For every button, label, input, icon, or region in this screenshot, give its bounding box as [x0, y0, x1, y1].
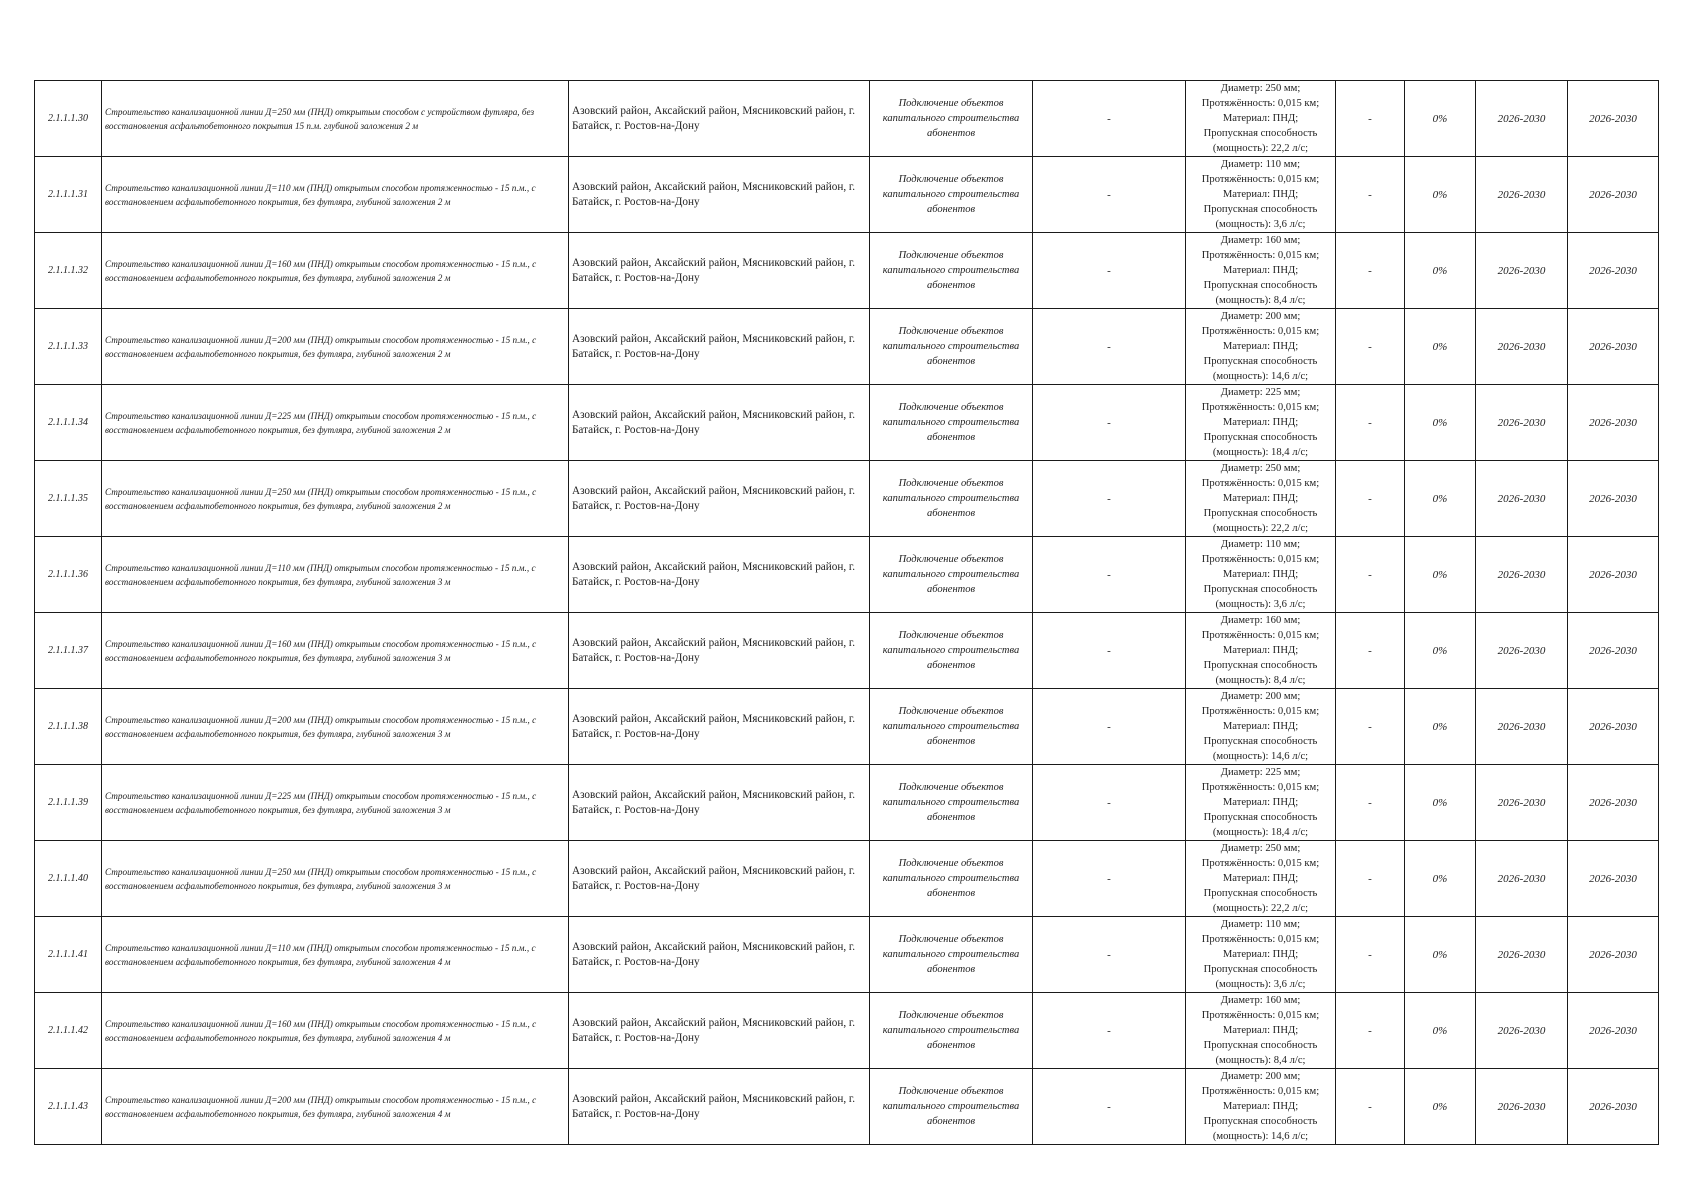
- implementation-period-cell: 2026-2030: [1476, 309, 1568, 385]
- spec-line: Пропускная способность: [1203, 584, 1318, 595]
- completion-percent-cell: 0%: [1405, 765, 1476, 841]
- purpose-cell: Подключение объектов капитального строительства абонентов: [870, 917, 1033, 993]
- purpose-cell: Подключение объектов капитального строительства абонентов: [870, 765, 1033, 841]
- empty-value-cell: -: [1336, 613, 1405, 689]
- spec-line: Пропускная способность: [1203, 964, 1318, 975]
- technical-specs-cell: [1186, 309, 1336, 385]
- spec-line: Материал: ПНД;: [1222, 341, 1299, 352]
- spec-line: Протяжённость: 0,015 км;: [1201, 250, 1320, 261]
- spec-line: (мощность): 18,4 л/с;: [1212, 827, 1309, 838]
- spec-line: Диаметр: 200 мм;: [1220, 691, 1301, 702]
- spec-line: Диаметр: 250 мм;: [1220, 83, 1301, 94]
- spec-line: Диаметр: 160 мм;: [1220, 995, 1301, 1006]
- empty-value-cell: -: [1336, 385, 1405, 461]
- table-row: [35, 233, 1659, 309]
- technical-specs-cell: [1186, 81, 1336, 157]
- table-row: [35, 993, 1659, 1069]
- spec-line: Диаметр: 250 мм;: [1220, 463, 1301, 474]
- implementation-period-cell: 2026-2030: [1476, 841, 1568, 917]
- completion-percent-cell: 0%: [1405, 537, 1476, 613]
- implementation-period-cell: 2026-2030: [1476, 461, 1568, 537]
- spec-line: Протяжённость: 0,015 км;: [1201, 174, 1320, 185]
- row-number-cell: 2.1.1.1.37: [35, 613, 102, 689]
- table-row: [35, 841, 1659, 917]
- location-cell: Азовский район, Аксайский район, Мясниковский район, г. Батайск, г. Ростов-на-Дону: [569, 233, 870, 309]
- row-number-cell: 2.1.1.1.30: [35, 81, 102, 157]
- spec-line: (мощность): 3,6 л/с;: [1215, 599, 1306, 610]
- spec-line: Материал: ПНД;: [1222, 645, 1299, 656]
- spec-line: Протяжённость: 0,015 км;: [1201, 782, 1320, 793]
- spec-line: (мощность): 8,4 л/с;: [1215, 295, 1306, 306]
- location-cell: Азовский район, Аксайский район, Мясниковский район, г. Батайск, г. Ростов-на-Дону: [569, 385, 870, 461]
- row-number-cell: 2.1.1.1.40: [35, 841, 102, 917]
- location-cell: Азовский район, Аксайский район, Мясниковский район, г. Батайск, г. Ростов-на-Дону: [569, 689, 870, 765]
- purpose-cell: Подключение объектов капитального строительства абонентов: [870, 309, 1033, 385]
- implementation-period-cell: 2026-2030: [1568, 841, 1659, 917]
- work-description-cell: Строительство канализационной линии Д=110 мм (ПНД) открытым способом протяженностью - 15 п.м., с восстановлением асфальтобетонного покрытия, без футляра, глубиной заложения 4 м: [102, 917, 569, 993]
- spec-line: Протяжённость: 0,015 км;: [1201, 554, 1320, 565]
- spec-line: (мощность): 22,2 л/с;: [1212, 903, 1309, 914]
- empty-value-cell: -: [1033, 1069, 1186, 1145]
- empty-value-cell: -: [1336, 81, 1405, 157]
- completion-percent-cell: 0%: [1405, 993, 1476, 1069]
- row-number-cell: 2.1.1.1.35: [35, 461, 102, 537]
- implementation-period-cell: 2026-2030: [1476, 537, 1568, 613]
- technical-specs-cell: [1186, 1069, 1336, 1145]
- work-description-cell: Строительство канализационной линии Д=160 мм (ПНД) открытым способом протяженностью - 15 п.м., с восстановлением асфальтобетонного покрытия, без футляра, глубиной заложения 3 м: [102, 613, 569, 689]
- work-description-cell: Строительство канализационной линии Д=250 мм (ПНД) открытым способом с устройством футляра, без восстановления асфальтобетонного покрытия 15 п.м. глубиной заложения 2 м: [102, 81, 569, 157]
- implementation-period-cell: 2026-2030: [1476, 613, 1568, 689]
- empty-value-cell: -: [1033, 233, 1186, 309]
- spec-line: Протяжённость: 0,015 км;: [1201, 858, 1320, 869]
- table-row: [35, 1069, 1659, 1145]
- technical-specs-cell: [1186, 917, 1336, 993]
- spec-line: Материал: ПНД;: [1222, 1025, 1299, 1036]
- implementation-period-cell: 2026-2030: [1568, 613, 1659, 689]
- row-number-cell: 2.1.1.1.43: [35, 1069, 102, 1145]
- completion-percent-cell: 0%: [1405, 233, 1476, 309]
- completion-percent-cell: 0%: [1405, 613, 1476, 689]
- table-row: [35, 765, 1659, 841]
- table-row: [35, 81, 1659, 157]
- implementation-period-cell: 2026-2030: [1476, 765, 1568, 841]
- row-number-cell: 2.1.1.1.32: [35, 233, 102, 309]
- table-row: [35, 157, 1659, 233]
- empty-value-cell: -: [1033, 537, 1186, 613]
- location-cell: Азовский район, Аксайский район, Мясниковский район, г. Батайск, г. Ростов-на-Дону: [569, 765, 870, 841]
- spec-line: Протяжённость: 0,015 км;: [1201, 706, 1320, 717]
- table-body: [35, 81, 1659, 1145]
- row-number-cell: 2.1.1.1.34: [35, 385, 102, 461]
- purpose-cell: Подключение объектов капитального строительства абонентов: [870, 461, 1033, 537]
- empty-value-cell: -: [1336, 309, 1405, 385]
- empty-value-cell: -: [1336, 765, 1405, 841]
- empty-value-cell: -: [1033, 993, 1186, 1069]
- purpose-cell: Подключение объектов капитального строительства абонентов: [870, 81, 1033, 157]
- technical-specs-cell: [1186, 765, 1336, 841]
- spec-line: Протяжённость: 0,015 км;: [1201, 1086, 1320, 1097]
- row-number-cell: 2.1.1.1.33: [35, 309, 102, 385]
- spec-line: Материал: ПНД;: [1222, 265, 1299, 276]
- completion-percent-cell: 0%: [1405, 917, 1476, 993]
- empty-value-cell: -: [1033, 765, 1186, 841]
- spec-line: Материал: ПНД;: [1222, 493, 1299, 504]
- purpose-cell: Подключение объектов капитального строительства абонентов: [870, 613, 1033, 689]
- implementation-period-cell: 2026-2030: [1568, 157, 1659, 233]
- work-description-cell: Строительство канализационной линии Д=250 мм (ПНД) открытым способом протяженностью - 15 п.м., с восстановлением асфальтобетонного покрытия, без футляра, глубиной заложения 3 м: [102, 841, 569, 917]
- spec-line: Протяжённость: 0,015 км;: [1201, 326, 1320, 337]
- empty-value-cell: -: [1033, 613, 1186, 689]
- spec-line: Диаметр: 225 мм;: [1220, 387, 1301, 398]
- row-number-cell: 2.1.1.1.39: [35, 765, 102, 841]
- completion-percent-cell: 0%: [1405, 385, 1476, 461]
- work-description-cell: Строительство канализационной линии Д=200 мм (ПНД) открытым способом протяженностью - 15 п.м., с восстановлением асфальтобетонного покрытия, без футляра, глубиной заложения 4 м: [102, 1069, 569, 1145]
- implementation-period-cell: 2026-2030: [1476, 917, 1568, 993]
- purpose-cell: Подключение объектов капитального строительства абонентов: [870, 689, 1033, 765]
- location-cell: Азовский район, Аксайский район, Мясниковский район, г. Батайск, г. Ростов-на-Дону: [569, 81, 870, 157]
- location-cell: Азовский район, Аксайский район, Мясниковский район, г. Батайск, г. Ростов-на-Дону: [569, 157, 870, 233]
- spec-line: Диаметр: 200 мм;: [1220, 1071, 1301, 1082]
- implementation-period-cell: 2026-2030: [1568, 461, 1659, 537]
- implementation-period-cell: 2026-2030: [1476, 233, 1568, 309]
- spec-line: Диаметр: 225 мм;: [1220, 767, 1301, 778]
- empty-value-cell: -: [1033, 157, 1186, 233]
- spec-line: (мощность): 18,4 л/с;: [1212, 447, 1309, 458]
- work-description-cell: Строительство канализационной линии Д=110 мм (ПНД) открытым способом протяженностью - 15 п.м., с восстановлением асфальтобетонного покрытия, без футляра, глубиной заложения 3 м: [102, 537, 569, 613]
- implementation-period-cell: 2026-2030: [1568, 917, 1659, 993]
- spec-line: Материал: ПНД;: [1222, 721, 1299, 732]
- empty-value-cell: -: [1033, 81, 1186, 157]
- completion-percent-cell: 0%: [1405, 309, 1476, 385]
- completion-percent-cell: 0%: [1405, 461, 1476, 537]
- technical-specs-cell: [1186, 233, 1336, 309]
- spec-line: Диаметр: 250 мм;: [1220, 843, 1301, 854]
- spec-line: Пропускная способность: [1203, 1040, 1318, 1051]
- empty-value-cell: -: [1336, 233, 1405, 309]
- location-cell: Азовский район, Аксайский район, Мясниковский район, г. Батайск, г. Ростов-на-Дону: [569, 841, 870, 917]
- spec-line: (мощность): 22,2 л/с;: [1212, 143, 1309, 154]
- spec-line: Диаметр: 160 мм;: [1220, 235, 1301, 246]
- work-description-cell: Строительство канализационной линии Д=200 мм (ПНД) открытым способом протяженностью - 15 п.м., с восстановлением асфальтобетонного покрытия, без футляра, глубиной заложения 2 м: [102, 309, 569, 385]
- spec-line: Материал: ПНД;: [1222, 797, 1299, 808]
- row-number-cell: 2.1.1.1.42: [35, 993, 102, 1069]
- empty-value-cell: -: [1033, 917, 1186, 993]
- empty-value-cell: -: [1336, 537, 1405, 613]
- spec-line: Пропускная способность: [1203, 508, 1318, 519]
- spec-line: (мощность): 3,6 л/с;: [1215, 219, 1306, 230]
- spec-line: Пропускная способность: [1203, 356, 1318, 367]
- purpose-cell: Подключение объектов капитального строительства абонентов: [870, 993, 1033, 1069]
- location-cell: Азовский район, Аксайский район, Мясниковский район, г. Батайск, г. Ростов-на-Дону: [569, 537, 870, 613]
- implementation-period-cell: 2026-2030: [1476, 385, 1568, 461]
- location-cell: Азовский район, Аксайский район, Мясниковский район, г. Батайск, г. Ростов-на-Дону: [569, 917, 870, 993]
- purpose-cell: Подключение объектов капитального строительства абонентов: [870, 537, 1033, 613]
- technical-specs-cell: [1186, 689, 1336, 765]
- implementation-period-cell: 2026-2030: [1476, 1069, 1568, 1145]
- spec-line: Материал: ПНД;: [1222, 949, 1299, 960]
- completion-percent-cell: 0%: [1405, 689, 1476, 765]
- completion-percent-cell: 0%: [1405, 841, 1476, 917]
- spec-line: Протяжённость: 0,015 км;: [1201, 98, 1320, 109]
- completion-percent-cell: 0%: [1405, 1069, 1476, 1145]
- implementation-period-cell: 2026-2030: [1568, 309, 1659, 385]
- location-cell: Азовский район, Аксайский район, Мясниковский район, г. Батайск, г. Ростов-на-Дону: [569, 993, 870, 1069]
- work-description-cell: Строительство канализационной линии Д=160 мм (ПНД) открытым способом протяженностью - 15 п.м., с восстановлением асфальтобетонного покрытия, без футляра, глубиной заложения 4 м: [102, 993, 569, 1069]
- table-row: [35, 309, 1659, 385]
- row-number-cell: 2.1.1.1.31: [35, 157, 102, 233]
- implementation-period-cell: 2026-2030: [1476, 157, 1568, 233]
- implementation-period-cell: 2026-2030: [1568, 765, 1659, 841]
- work-description-cell: Строительство канализационной линии Д=110 мм (ПНД) открытым способом протяженностью - 15 п.м., с восстановлением асфальтобетонного покрытия, без футляра, глубиной заложения 2 м: [102, 157, 569, 233]
- empty-value-cell: -: [1336, 993, 1405, 1069]
- empty-value-cell: -: [1033, 461, 1186, 537]
- implementation-period-cell: 2026-2030: [1568, 993, 1659, 1069]
- implementation-period-cell: 2026-2030: [1568, 1069, 1659, 1145]
- empty-value-cell: -: [1336, 461, 1405, 537]
- work-description-cell: Строительство канализационной линии Д=200 мм (ПНД) открытым способом протяженностью - 15 п.м., с восстановлением асфальтобетонного покрытия, без футляра, глубиной заложения 3 м: [102, 689, 569, 765]
- spec-line: (мощность): 14,6 л/с;: [1212, 371, 1309, 382]
- empty-value-cell: -: [1033, 841, 1186, 917]
- spec-line: Диаметр: 160 мм;: [1220, 615, 1301, 626]
- spec-line: Материал: ПНД;: [1222, 569, 1299, 580]
- technical-specs-cell: [1186, 613, 1336, 689]
- spec-line: Протяжённость: 0,015 км;: [1201, 630, 1320, 641]
- spec-line: (мощность): 14,6 л/с;: [1212, 751, 1309, 762]
- implementation-period-cell: 2026-2030: [1568, 537, 1659, 613]
- spec-line: Пропускная способность: [1203, 432, 1318, 443]
- spec-line: Пропускная способность: [1203, 128, 1318, 139]
- spec-line: Протяжённость: 0,015 км;: [1201, 934, 1320, 945]
- spec-line: Пропускная способность: [1203, 280, 1318, 291]
- empty-value-cell: -: [1033, 689, 1186, 765]
- spec-line: (мощность): 3,6 л/с;: [1215, 979, 1306, 990]
- investment-program-table: [34, 80, 1659, 1145]
- purpose-cell: Подключение объектов капитального строительства абонентов: [870, 157, 1033, 233]
- spec-line: Протяжённость: 0,015 км;: [1201, 402, 1320, 413]
- empty-value-cell: -: [1033, 385, 1186, 461]
- empty-value-cell: -: [1033, 309, 1186, 385]
- technical-specs-cell: [1186, 385, 1336, 461]
- empty-value-cell: -: [1336, 157, 1405, 233]
- implementation-period-cell: 2026-2030: [1568, 233, 1659, 309]
- spec-line: Материал: ПНД;: [1222, 417, 1299, 428]
- spec-line: Пропускная способность: [1203, 888, 1318, 899]
- purpose-cell: Подключение объектов капитального строительства абонентов: [870, 841, 1033, 917]
- spec-line: Протяжённость: 0,015 км;: [1201, 478, 1320, 489]
- spec-line: Материал: ПНД;: [1222, 873, 1299, 884]
- row-number-cell: 2.1.1.1.38: [35, 689, 102, 765]
- technical-specs-cell: [1186, 157, 1336, 233]
- purpose-cell: Подключение объектов капитального строительства абонентов: [870, 233, 1033, 309]
- spec-line: Протяжённость: 0,015 км;: [1201, 1010, 1320, 1021]
- table-row: [35, 537, 1659, 613]
- work-description-cell: Строительство канализационной линии Д=225 мм (ПНД) открытым способом протяженностью - 15 п.м., с восстановлением асфальтобетонного покрытия, без футляра, глубиной заложения 3 м: [102, 765, 569, 841]
- spec-line: Материал: ПНД;: [1222, 189, 1299, 200]
- empty-value-cell: -: [1336, 841, 1405, 917]
- spec-line: Диаметр: 110 мм;: [1220, 159, 1301, 170]
- spec-line: (мощность): 14,6 л/с;: [1212, 1131, 1309, 1142]
- implementation-period-cell: 2026-2030: [1476, 689, 1568, 765]
- implementation-period-cell: 2026-2030: [1568, 689, 1659, 765]
- completion-percent-cell: 0%: [1405, 157, 1476, 233]
- implementation-period-cell: 2026-2030: [1476, 993, 1568, 1069]
- location-cell: Азовский район, Аксайский район, Мясниковский район, г. Батайск, г. Ростов-на-Дону: [569, 1069, 870, 1145]
- completion-percent-cell: 0%: [1405, 81, 1476, 157]
- location-cell: Азовский район, Аксайский район, Мясниковский район, г. Батайск, г. Ростов-на-Дону: [569, 309, 870, 385]
- spec-line: Пропускная способность: [1203, 812, 1318, 823]
- location-cell: Азовский район, Аксайский район, Мясниковский район, г. Батайск, г. Ростов-на-Дону: [569, 613, 870, 689]
- spec-line: Диаметр: 200 мм;: [1220, 311, 1301, 322]
- empty-value-cell: -: [1336, 689, 1405, 765]
- spec-line: Диаметр: 110 мм;: [1220, 539, 1301, 550]
- purpose-cell: Подключение объектов капитального строительства абонентов: [870, 385, 1033, 461]
- spec-line: Диаметр: 110 мм;: [1220, 919, 1301, 930]
- table-row: [35, 613, 1659, 689]
- purpose-cell: Подключение объектов капитального строительства абонентов: [870, 1069, 1033, 1145]
- technical-specs-cell: [1186, 841, 1336, 917]
- work-description-cell: Строительство канализационной линии Д=225 мм (ПНД) открытым способом протяженностью - 15 п.м., с восстановлением асфальтобетонного покрытия, без футляра, глубиной заложения 2 м: [102, 385, 569, 461]
- work-description-cell: Строительство канализационной линии Д=160 мм (ПНД) открытым способом протяженностью - 15 п.м., с восстановлением асфальтобетонного покрытия, без футляра, глубиной заложения 2 м: [102, 233, 569, 309]
- row-number-cell: 2.1.1.1.36: [35, 537, 102, 613]
- spec-line: Пропускная способность: [1203, 204, 1318, 215]
- technical-specs-cell: [1186, 993, 1336, 1069]
- spec-line: Пропускная способность: [1203, 1116, 1318, 1127]
- spec-line: Материал: ПНД;: [1222, 1101, 1299, 1112]
- table-row: [35, 385, 1659, 461]
- location-cell: Азовский район, Аксайский район, Мясниковский район, г. Батайск, г. Ростов-на-Дону: [569, 461, 870, 537]
- implementation-period-cell: 2026-2030: [1568, 81, 1659, 157]
- spec-line: (мощность): 8,4 л/с;: [1215, 675, 1306, 686]
- implementation-period-cell: 2026-2030: [1476, 81, 1568, 157]
- technical-specs-cell: [1186, 461, 1336, 537]
- spec-line: (мощность): 8,4 л/с;: [1215, 1055, 1306, 1066]
- spec-line: Материал: ПНД;: [1222, 113, 1299, 124]
- spec-line: Пропускная способность: [1203, 660, 1318, 671]
- table-row: [35, 917, 1659, 993]
- spec-line: Пропускная способность: [1203, 736, 1318, 747]
- table-row: [35, 461, 1659, 537]
- empty-value-cell: -: [1336, 1069, 1405, 1145]
- table-row: [35, 689, 1659, 765]
- row-number-cell: 2.1.1.1.41: [35, 917, 102, 993]
- implementation-period-cell: 2026-2030: [1568, 385, 1659, 461]
- spec-line: (мощность): 22,2 л/с;: [1212, 523, 1309, 534]
- technical-specs-cell: [1186, 537, 1336, 613]
- empty-value-cell: -: [1336, 917, 1405, 993]
- work-description-cell: Строительство канализационной линии Д=250 мм (ПНД) открытым способом протяженностью - 15 п.м., с восстановлением асфальтобетонного покрытия, без футляра, глубиной заложения 2 м: [102, 461, 569, 537]
